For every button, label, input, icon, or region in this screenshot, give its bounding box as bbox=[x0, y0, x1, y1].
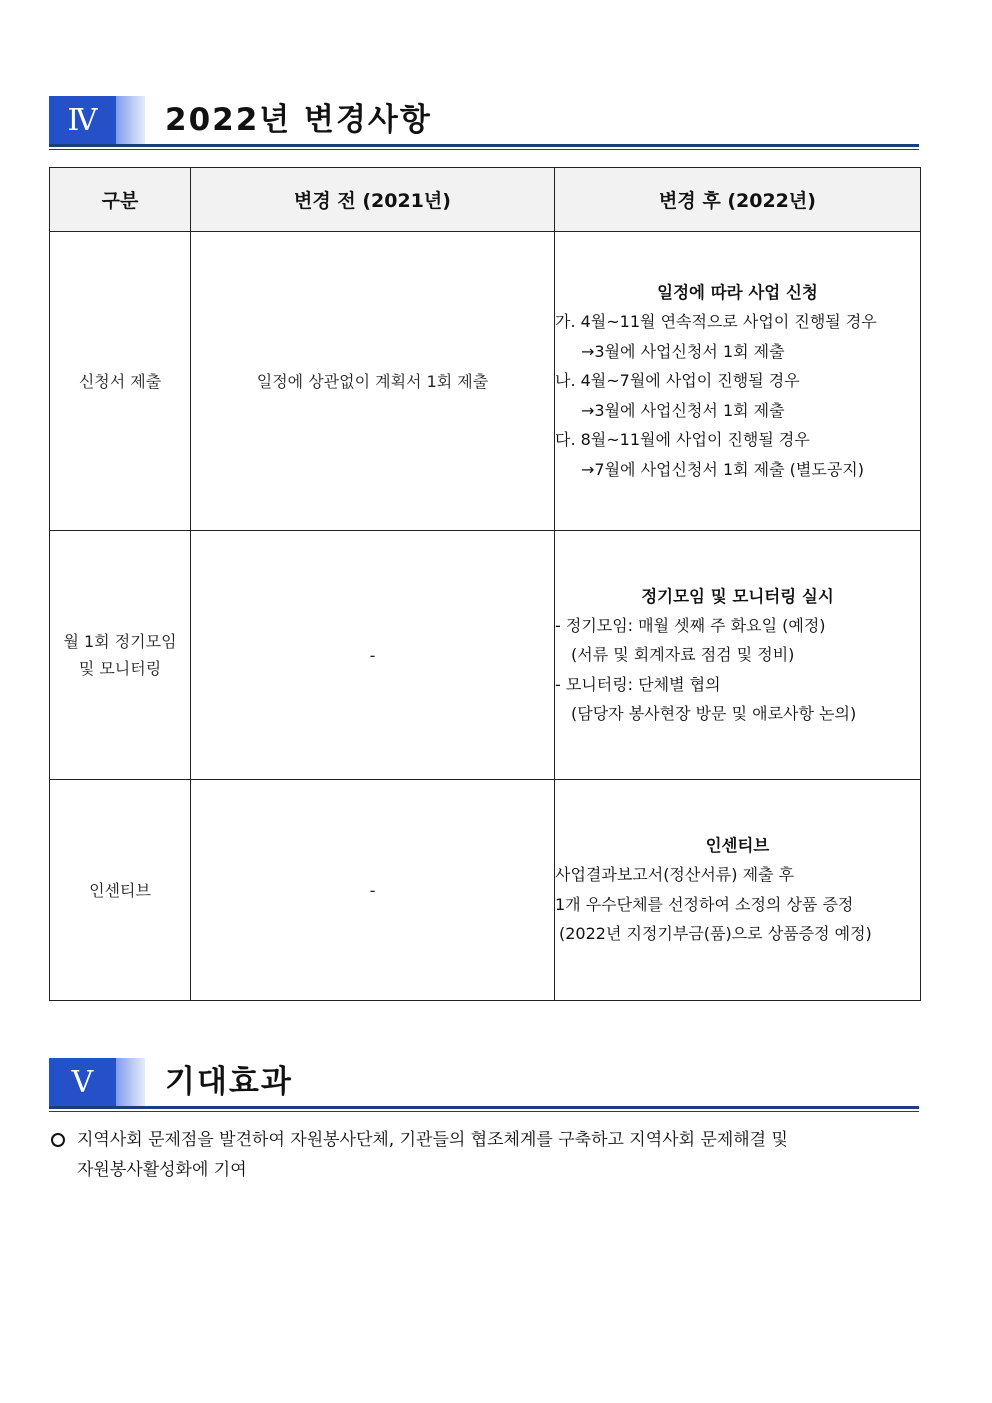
row-after-line: - 정기모임: 매월 셋째 주 화요일 (예정) bbox=[555, 615, 826, 635]
row-after-line: 1개 우수단체를 선정하여 소정의 상품 증정 bbox=[555, 894, 854, 914]
row-after-line: - 모니터링: 단체별 협의 bbox=[555, 674, 721, 694]
circle-bullet-icon bbox=[51, 1133, 65, 1147]
row-after-line: →3월에 사업신청서 1회 제출 bbox=[581, 400, 785, 420]
row-after-line: (서류 및 회계자료 점검 및 정비) bbox=[571, 645, 795, 664]
row-before: - bbox=[191, 780, 555, 1001]
section-5-title: 기대효과 bbox=[165, 1064, 293, 1100]
table-header-row bbox=[50, 168, 921, 232]
row-category-line: 월 1회 정기모임 bbox=[63, 632, 177, 651]
row-category-line: 및 모니터링 bbox=[78, 659, 162, 678]
row-after-line: →7월에 사업신청서 1회 제출 (별도공지) bbox=[581, 459, 864, 479]
row-category bbox=[50, 531, 191, 780]
row-after-line: 사업결과보고서(정산서류) 제출 후 bbox=[555, 865, 795, 885]
row-after bbox=[555, 232, 921, 531]
row-after bbox=[555, 780, 921, 1001]
section-5-rule-thin bbox=[49, 1111, 919, 1112]
header-before: 변경 전 (2021년) bbox=[191, 168, 555, 232]
section-5-badge-gradient bbox=[116, 1058, 145, 1106]
section-5-header bbox=[49, 1058, 919, 1110]
table-row bbox=[50, 780, 921, 1001]
section-4-numeral: Ⅳ bbox=[49, 96, 116, 144]
row-after-line: →3월에 사업신청서 1회 제출 bbox=[581, 341, 785, 361]
changes-table bbox=[49, 167, 921, 1001]
row-after-line: (2022년 지정기부금(품)으로 상품증정 예정) bbox=[559, 924, 872, 944]
section-5-rule bbox=[49, 1106, 919, 1109]
row-before: - bbox=[191, 531, 555, 780]
row-category: 인센티브 bbox=[50, 780, 191, 1001]
row-after-line: 가. 4월~11월 연속적으로 사업이 진행될 경우 bbox=[555, 312, 877, 331]
row-after-line: (담당자 봉사현장 방문 및 애로사항 논의) bbox=[571, 704, 857, 723]
section-4-rule bbox=[49, 144, 919, 147]
row-after bbox=[555, 531, 921, 780]
table-row bbox=[50, 531, 921, 780]
section-4-header bbox=[49, 96, 919, 148]
section-4-badge-gradient bbox=[116, 96, 145, 144]
section-4-rule-thin bbox=[49, 149, 919, 150]
row-after-line: 다. 8월~11월에 사업이 진행될 경우 bbox=[555, 430, 810, 449]
effect-line: 자원봉사활성화에 기여 bbox=[77, 1160, 247, 1180]
header-category: 구분 bbox=[50, 168, 191, 232]
section-4-title: 2022년 변경사항 bbox=[165, 102, 432, 138]
row-after-title: 정기모임 및 모니터링 실시 bbox=[641, 586, 834, 606]
row-after-title: 일정에 따라 사업 신청 bbox=[657, 283, 818, 302]
section-5-numeral: Ⅴ bbox=[49, 1058, 116, 1106]
effect-line: 지역사회 문제점을 발견하여 자원봉사단체, 기관들의 협조체계를 구축하고 지역사회 문제해결 및 bbox=[77, 1130, 788, 1150]
row-after-title: 인센티브 bbox=[705, 836, 770, 856]
header-after: 변경 후 (2022년) bbox=[555, 168, 921, 232]
row-after-line: 나. 4월~7월에 사업이 진행될 경우 bbox=[555, 371, 800, 390]
table-row bbox=[50, 232, 921, 531]
row-category: 신청서 제출 bbox=[50, 232, 191, 531]
row-before: 일정에 상관없이 계획서 1회 제출 bbox=[191, 232, 555, 531]
